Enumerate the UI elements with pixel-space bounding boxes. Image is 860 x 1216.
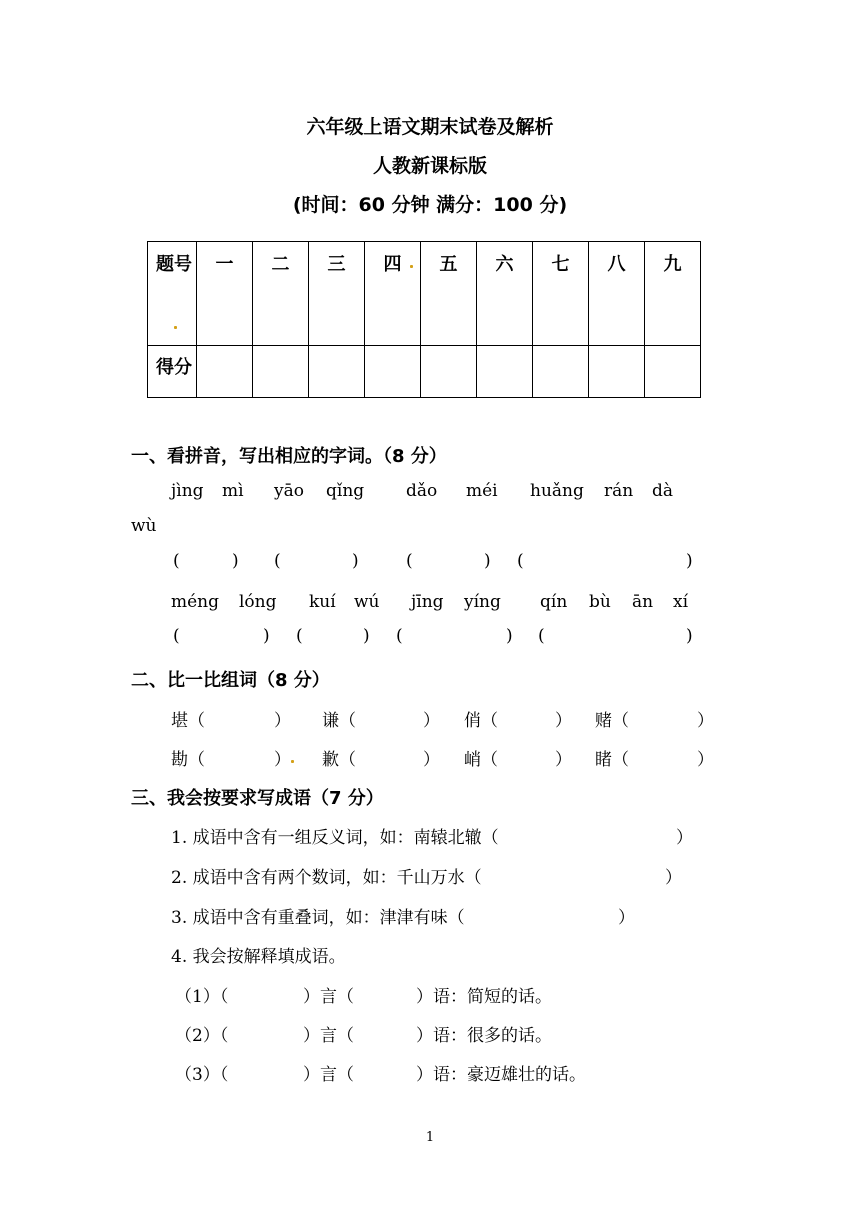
score-cell[interactable] [365,346,421,398]
decorative-dot [174,326,177,329]
answer-blank-open: ( [173,626,180,646]
compare-char: 谦（ [322,711,356,731]
score-cell[interactable] [253,346,309,398]
pinyin: yíng [464,592,501,612]
answer-blank-close: ） [555,711,572,731]
column-header: 三 [309,242,365,346]
sub-item-definition: ）语：豪迈雄壮的话。 [416,1065,586,1085]
answer-blank-close: ) [686,551,693,571]
answer-blank-close: ） [665,868,682,888]
answer-blank-close: ) [686,626,693,646]
answer-blank-close: ） [274,711,291,731]
answer-blank-close: ) [506,626,513,646]
answer-blank-open: ( [406,551,413,571]
compare-char: 勘（ [171,750,205,770]
pinyin: qǐng [326,481,365,501]
pinyin: méi [466,481,498,501]
pinyin: bù [589,592,611,612]
page-number: 1 [425,1130,435,1145]
column-header: 六 [477,242,533,346]
compare-char: 歉（ [322,750,356,770]
score-cell[interactable] [197,346,253,398]
answer-blank-open: ( [538,626,545,646]
answer-blank-close: ） [274,750,291,770]
answer-blank-close: ) [484,551,491,571]
sub-item-definition: ）语：很多的话。 [416,1026,552,1046]
score-cell[interactable] [309,346,365,398]
column-header: 八 [589,242,645,346]
column-header: 九 [645,242,701,346]
decorative-dot [410,265,413,268]
answer-blank-close: ) [263,626,270,646]
sub-item-number: （2）（ [175,1026,229,1046]
pinyin: dà [652,481,674,501]
answer-blank-open: ( [173,551,180,571]
pinyin: wù [131,516,157,536]
row-label-score: 得分 [148,346,197,398]
answer-blank-close: ) [352,551,359,571]
pinyin: méng [171,592,220,612]
pinyin: jīng [411,592,444,612]
compare-char: 睹（ [595,750,629,770]
idiom-item-4: 4. 我会按解释填成语。 [171,947,346,967]
section-2-heading: 二、比一比组词（8 分） [131,670,330,691]
column-header: 五 [421,242,477,346]
column-header: 二 [253,242,309,346]
idiom-item-1: 1. 成语中含有一组反义词，如：南辕北辙（ [171,828,499,848]
score-cell[interactable] [589,346,645,398]
answer-blank-open: ( [517,551,524,571]
section-3-heading: 三、我会按要求写成语（7 分） [131,788,384,809]
row-label-question-number: 题号 [148,242,197,346]
yan-blank: ）言（ [303,1026,354,1046]
pinyin: mì [222,481,244,501]
pinyin: dǎo [406,481,438,501]
pinyin: kuí [309,592,336,612]
idiom-item-2: 2. 成语中含有两个数词，如：千山万水（ [171,868,482,888]
idiom-item-3: 3. 成语中含有重叠词，如：津津有味（ [171,908,465,928]
answer-blank-close: ） [697,711,714,731]
score-cell[interactable] [477,346,533,398]
yan-blank: ）言（ [303,987,354,1007]
answer-blank-open: ( [396,626,403,646]
score-cell[interactable] [645,346,701,398]
time-score-info: (时间：60 分钟 满分：100 分) [292,194,568,216]
document-subtitle: 人教新课标版 [372,155,487,177]
decorative-dot [291,760,294,763]
section-1-heading: 一、看拼音，写出相应的字词。（8 分） [131,446,447,467]
answer-blank-close: ） [555,750,572,770]
compare-char: 俏（ [464,711,498,731]
answer-blank-open: ( [296,626,303,646]
answer-blank-close: ） [697,750,714,770]
pinyin: rán [604,481,634,501]
column-header: 七 [533,242,589,346]
compare-char: 堪（ [171,711,205,731]
answer-blank-close: ) [232,551,239,571]
column-header: 四 [365,242,421,346]
answer-blank-close: ） [676,828,693,848]
score-cell[interactable] [421,346,477,398]
score-cell[interactable] [533,346,589,398]
answer-blank-close: ） [423,711,440,731]
compare-char: 峭（ [464,750,498,770]
score-table [147,241,701,398]
column-header: 一 [197,242,253,346]
answer-blank-open: ( [274,551,281,571]
pinyin: xí [673,592,689,612]
answer-blank-close: ) [363,626,370,646]
pinyin: lóng [239,592,277,612]
sub-item-definition: ）语：简短的话。 [416,987,552,1007]
sub-item-number: （1）（ [175,987,229,1007]
pinyin: jìng [171,481,204,501]
sub-item-number: （3）（ [175,1065,229,1085]
score-table-header-row [148,242,701,346]
pinyin: qín [540,592,568,612]
score-table-score-row [148,346,701,398]
yan-blank: ）言（ [303,1065,354,1085]
document-title: 六年级上语文期末试卷及解析 [306,116,554,138]
pinyin: yāo [274,481,304,501]
compare-char: 赌（ [595,711,629,731]
answer-blank-close: ） [618,908,635,928]
pinyin: wú [354,592,380,612]
pinyin: huǎng [530,481,584,501]
pinyin: ān [632,592,654,612]
answer-blank-close: ） [423,750,440,770]
